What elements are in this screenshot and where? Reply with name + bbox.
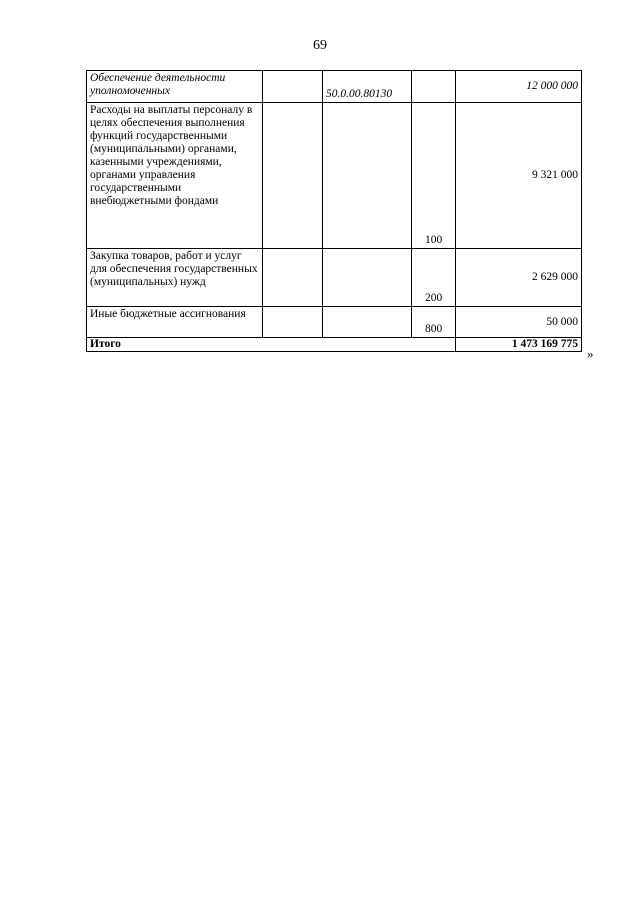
empty-cell	[263, 71, 323, 103]
empty-cell	[322, 249, 411, 307]
expense-name-cell: Обеспечение деятельности уполномоченных	[87, 71, 263, 103]
amount-cell: 12 000 000	[456, 71, 582, 103]
expense-name-cell: Расходы на выплаты персоналу в целях обеспечения выполнения функций государственными (муниципальными) органами, казенными учреждениями, органами управления государственными внебюджетными фондами	[87, 103, 263, 249]
expense-type-cell: 100	[412, 103, 456, 249]
table-row	[87, 249, 582, 307]
amount-cell: 50 000	[456, 307, 582, 338]
expense-type-cell: 800	[412, 307, 456, 338]
expense-name-cell: Закупка товаров, работ и услуг для обеспечения государственных (муниципальных) нужд	[87, 249, 263, 307]
empty-cell	[263, 103, 323, 249]
total-amount: 1 473 169 775	[456, 338, 582, 352]
empty-cell	[263, 249, 323, 307]
closing-quote: »	[587, 346, 594, 361]
empty-cell	[263, 307, 323, 338]
budget-table	[86, 70, 582, 352]
expense-type-cell: 200	[412, 249, 456, 307]
total-label: Итого	[87, 338, 456, 352]
table-row	[87, 103, 582, 249]
amount-cell: 9 321 000	[456, 103, 582, 249]
expense-type-cell	[412, 71, 456, 103]
page-number: 69	[313, 38, 327, 53]
table-row	[87, 71, 582, 103]
expense-name-cell: Иные бюджетные ассигнования	[87, 307, 263, 338]
total-row	[87, 338, 582, 352]
table-row	[87, 307, 582, 338]
amount-cell: 2 629 000	[456, 249, 582, 307]
empty-cell	[322, 103, 411, 249]
empty-cell	[322, 307, 411, 338]
target-code-cell: 50.0.00.80130	[322, 71, 411, 103]
